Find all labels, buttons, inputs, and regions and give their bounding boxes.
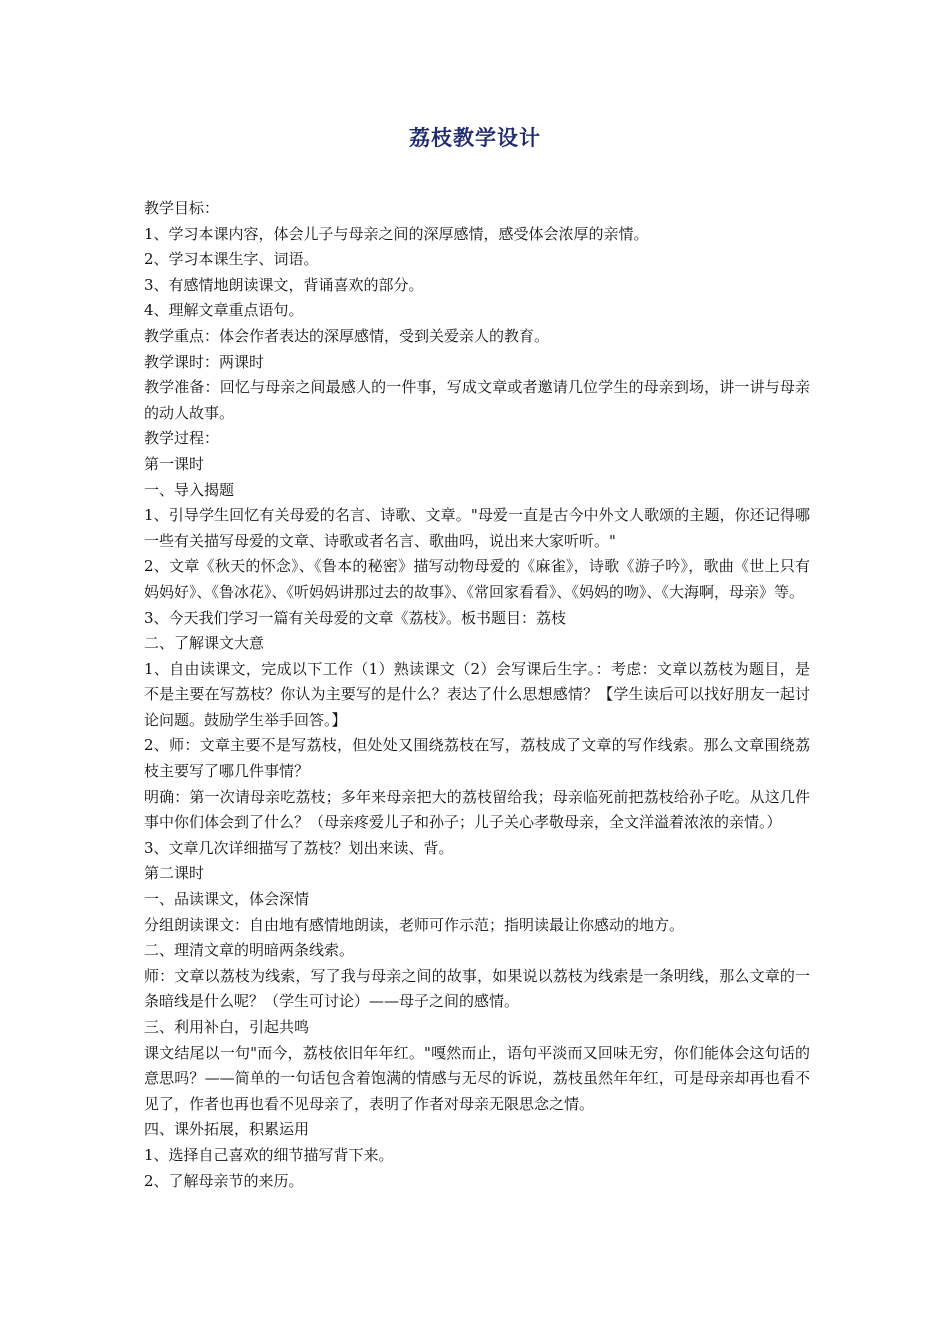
paragraph: 一、品读课文，体会深情: [144, 890, 310, 909]
paragraph: 2、师：文章主要不是写荔枝，但处处又围绕荔枝在写，荔枝成了文章的写作线索。那么文章围绕荔枝主要写了哪几件事情？: [144, 736, 810, 781]
paragraph: 教学课时：两课时: [144, 352, 265, 371]
paragraph: 2、学习本课生字、词语。: [144, 250, 319, 269]
paragraph: 1、学习本课内容，体会儿子与母亲之间的深厚感情，感受体会浓厚的亲情。: [144, 224, 649, 243]
paragraph: 四、课外拓展，积累运用: [144, 1120, 310, 1139]
paragraph: 1、引导学生回忆有关母爱的名言、诗歌、文章。"母爱一直是古今中外文人歌颂的主题，你还记得哪一些有关描写母爱的文章、诗歌或者名言、歌曲吗，说出来大家听听。": [144, 506, 810, 550]
paragraph: 二、理清文章的明暗两条线索。: [144, 941, 355, 960]
paragraph: 1、自由读课文，完成以下工作（1）熟读课文（2）会写课后生字。：考虑：文章以荔枝为题目，是不是主要在写荔枝？你认为主要写的是什么？表达了什么思想感情？【学生读后可以找好朋友一起讨论问题。鼓励学生举手回答。】: [144, 659, 810, 729]
paragraph: 3、文章几次详细描写了荔枝？划出来读、背。: [144, 838, 454, 857]
paragraph: 分组朗读课文：自由地有感情地朗读，老师可作示范；指明读最让你感动的地方。: [144, 915, 685, 934]
paragraph: 教学重点：体会作者表达的深厚感情，受到关爱亲人的教育。: [144, 326, 550, 345]
paragraph: 一、导入揭题: [144, 480, 235, 499]
paragraph: 教学准备：回忆与母亲之间最感人的一件事，写成文章或者邀请几位学生的母亲到场，讲一讲与母亲的动人故事。: [144, 378, 810, 422]
paragraph: 4、理解文章重点语句。: [144, 301, 304, 320]
paragraph: 二、了解课文大意: [144, 634, 265, 653]
paragraph: 课文结尾以一句"而今，荔枝依旧年年红。"嘎然而止，语句平淡而又回味无穷，你们能体会这句话的意思吗？——简单的一句话包含着饱满的情感与无尽的诉说，荔枝虽然年年红，可是母亲却再也看不见了，作者也再也看不见母亲了，表明了作者对母亲无限思念之情。: [144, 1043, 810, 1113]
paragraph: 3、有感情地朗读课文，背诵喜欢的部分。: [144, 275, 424, 294]
paragraph: 2、了解母亲节的来历。: [144, 1171, 304, 1190]
page-title: 荔枝教学设计: [409, 126, 541, 150]
paragraph: 第二课时: [144, 864, 205, 883]
paragraph: 1、选择自己喜欢的细节描写背下来。: [144, 1145, 394, 1164]
paragraph: 3、今天我们学习一篇有关母爱的文章《荔枝》。板书题目：荔枝: [144, 608, 567, 627]
document-body: [144, 196, 810, 1194]
paragraph: 师：文章以荔枝为线索，写了我与母亲之间的故事，如果说以荔枝为线索是一条明线，那么文章的一条暗线是什么呢？（学生可讨论）——母子之间的感情。: [144, 966, 810, 1011]
paragraph: 教学过程：: [144, 429, 220, 448]
paragraph: 教学目标：: [144, 199, 220, 217]
paragraph: 三、利用补白，引起共鸣: [144, 1018, 310, 1036]
paragraph: 2、文章《秋天的怀念》、《鲁本的秘密》描写动物母爱的《麻雀》，诗歌《游子吟》，歌曲《世上只有妈妈好》、《鲁冰花》、《听妈妈讲那过去的故事》、《常回家看看》、《妈妈的吻》、《大海啊，母亲》等。: [144, 557, 810, 601]
paragraph: 第一课时: [144, 454, 205, 473]
paragraph: 明确：第一次请母亲吃荔枝；多年来母亲把大的荔枝留给我；母亲临死前把荔枝给孙子吃。从这几件事中你们体会到了什么？（母亲疼爱儿子和孙子；儿子关心孝敬母亲，全文洋溢着浓浓的亲情。）: [144, 787, 810, 832]
